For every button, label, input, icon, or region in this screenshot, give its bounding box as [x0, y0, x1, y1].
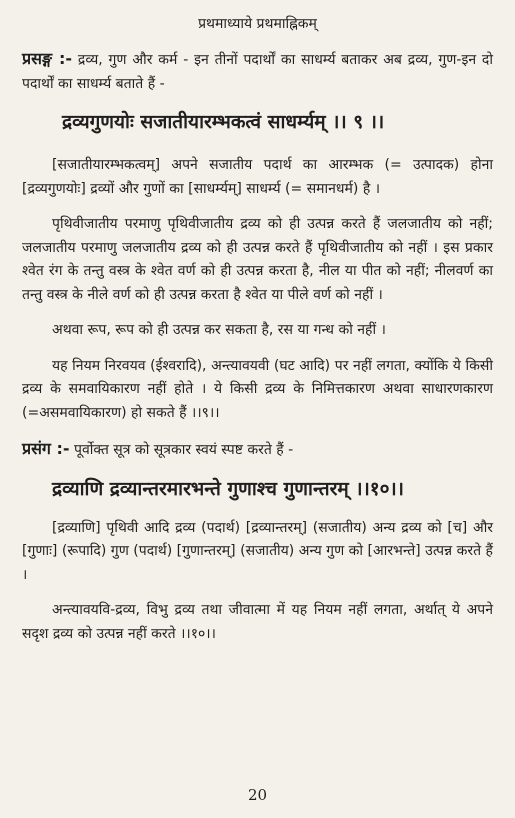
explanation-paragraph: अन्त्यावयवि-द्रव्य, विभु द्रव्य तथा जीवात्मा में यह नियम नहीं लगता, अर्थात् ये अपने सदृश द्रव्य को उत्पन्न नहीं करते ।।१०।। [22, 602, 493, 642]
page-number: 20 [247, 786, 268, 804]
sutra-9-word-meaning: [सजातीयारम्भकत्वम्] अपने सजातीय पदार्थ का आरम्भक (= उत्पादक) होना [द्रव्यगुणयोः] द्रव्यों और गुणों का [साधर्म्यम्] साधर्म्य (= समानधर्म) है । [22, 157, 493, 197]
prasanga-label: प्रसङ्ग :- [22, 49, 73, 68]
explanation-paragraph: यह नियम निरवयव (ईश्वरादि), अन्त्यावयवी (घट आदि) पर नहीं लगता, क्योंकि ये किसी द्रव्य के समवायिकारण नहीं होते । ये किसी द्रव्य के निमित्तकारण अथवा साधारणकारण (=असमवायिकारण) हो सकते हैं ।।९।। [22, 357, 493, 421]
prasanga-text: द्रव्य, गुण और कर्म - इन तीनों पदार्थों का साधर्म्य बताकर अब द्रव्य, गुण-इन दो पदार्थों का साधर्म्य बताते हैं - [22, 52, 493, 92]
sutra-10: द्रव्याणि द्रव्यान्तरमारभन्ते गुणाश्च गुणान्तरम् ।।१०।। [52, 477, 404, 500]
explanation-paragraph: अथवा रूप, रूप को ही उत्पन्न कर सकता है, रस या गन्ध को नहीं । [52, 322, 386, 338]
prasanga-text: पूर्वोक्त सूत्र को सूत्रकार स्वयं स्पष्ट करते हैं - [74, 442, 294, 458]
sutra-10-word-meaning: [द्रव्याणि] पृथिवी आदि द्रव्य (पदार्थ) [द्रव्यान्तरम्] (सजातीय) अन्य द्रव्य को [च] और [गुणाः] (रूपादि) गुण (पदार्थ) [गुणान्तरम्] (सजातीय) अन्य गुण को [आरभन्ते] उत्पन्न करते हैं । [22, 519, 493, 583]
sutra-9: द्रव्यगुणयोः सजातीयारम्भकत्वं साधर्म्यम् ।। ९ ।। [62, 111, 385, 133]
prasanga-block-2 [22, 437, 493, 463]
prasanga-block-1 [22, 47, 493, 96]
running-head: प्रथमाध्याये प्रथमाह्निकम् [198, 16, 317, 32]
explanation-paragraph: पृथिवीजातीय परमाणु पृथिवीजातीय द्रव्य को ही उत्पन्न करते हैं जलजातीय को नहीं; जलजातीय परमाणु जलजातीय द्रव्य को ही उत्पन्न करते हैं पृथिवीजातीय को नहीं । इस प्रकार श्वेत रंग के तन्तु वस्त्र के श्वेत वर्ण को ही उत्पन्न करता है, नील या पीत को नहीं; नीलवर्ण का तन्तु वस्त्र के नीले वर्ण को ही उत्पन्न करता है श्वेत या पीले वर्ण को नहीं । [22, 216, 493, 303]
prasanga-label: प्रसंग :- [22, 439, 70, 458]
